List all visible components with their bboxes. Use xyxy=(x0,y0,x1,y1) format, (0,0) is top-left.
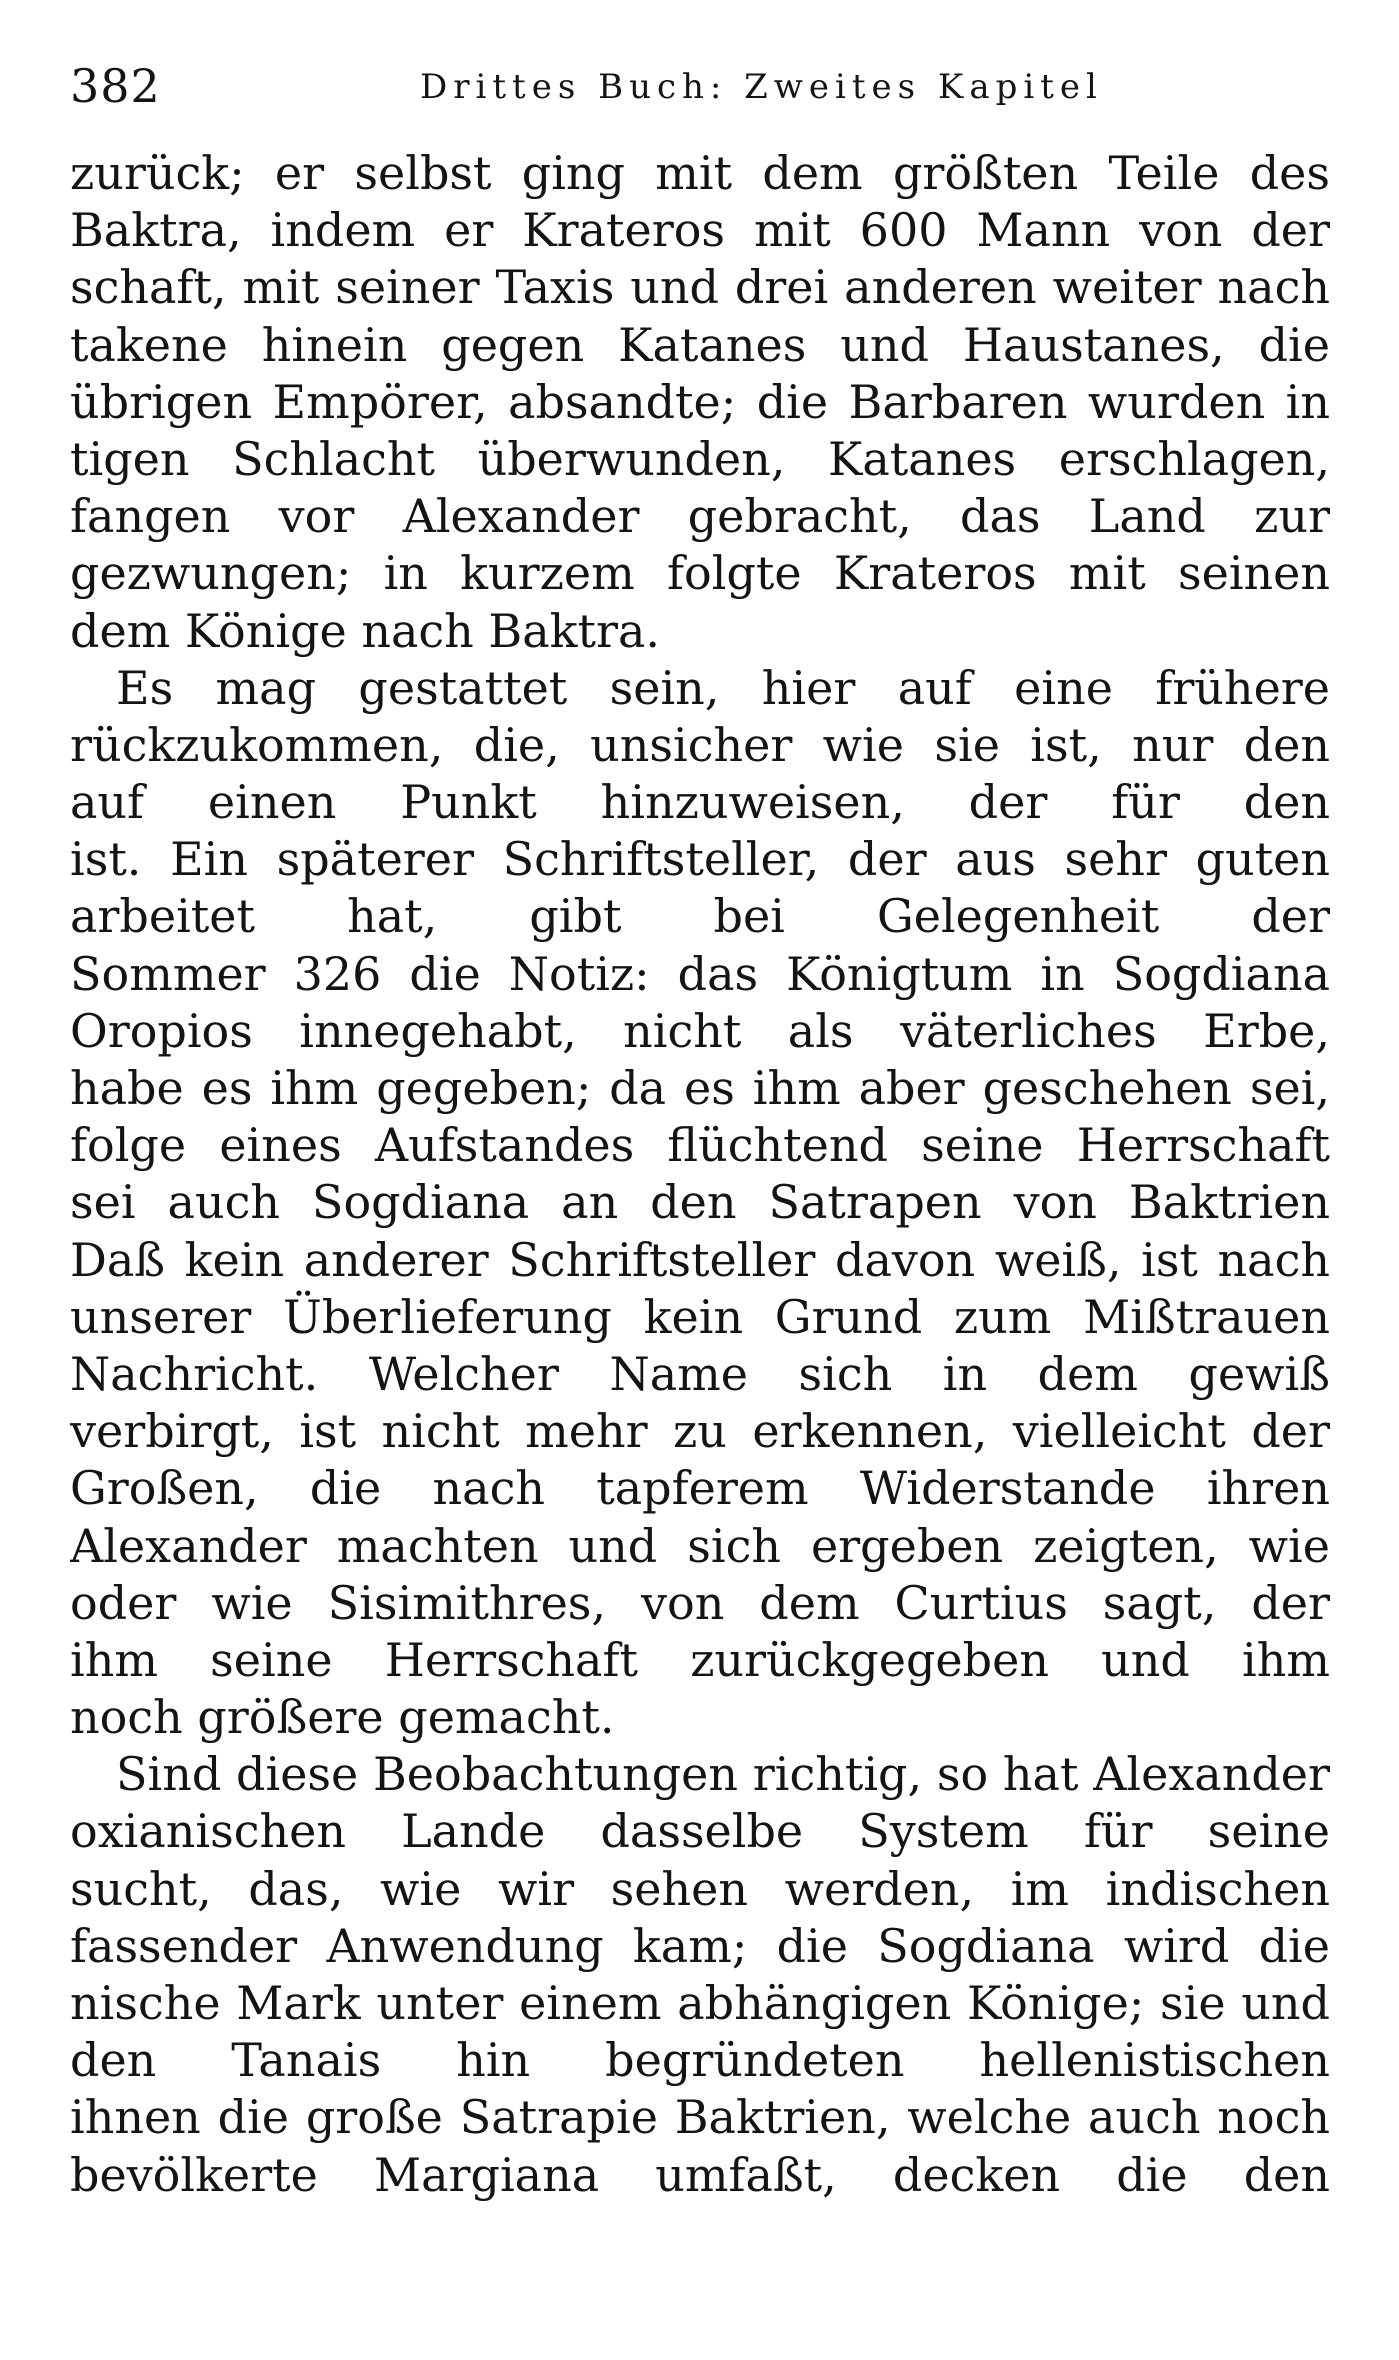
text-line-last: noch größere gemacht. xyxy=(70,1690,615,1745)
text-line: sei auch Sogdiana an den Satrapen von Baktrien xyxy=(70,1175,1330,1230)
text-line: Daß kein anderer Schriftsteller davon weiß, ist nach xyxy=(70,1232,1330,1287)
text-line: habe es ihm gegeben; da es ihm aber geschehen sei, xyxy=(70,1061,1330,1115)
text-line: sucht, das, wie wir sehen werden, im indischen xyxy=(70,1861,1330,1916)
text-line: schaft, mit seiner Taxis und drei anderen weiter nach xyxy=(70,260,1330,315)
paragraph-1 xyxy=(70,145,1330,660)
text-line: folge eines Aufstandes flüchtend seine Herrschaft xyxy=(70,1118,1330,1173)
text-line: unserer Überlieferung kein Grund zum Mißtrauen xyxy=(70,1289,1330,1344)
paragraph-3 xyxy=(70,1746,1330,2204)
text-line: Großen, die nach tapferem Widerstande ihren xyxy=(70,1461,1330,1516)
text-line-first: Sind diese Beobachtungen richtig, so hat Alexander xyxy=(116,1747,1330,1802)
text-line: gezwungen; in kurzem folgte Krateros mit seinen xyxy=(70,546,1330,601)
text-line: übrigen Empörer, absandte; die Barbaren wurden in xyxy=(70,374,1330,429)
text-line: Alexander machten und sich ergeben zeigten, wie xyxy=(70,1518,1330,1573)
text-line: den Tanais hin begründeten hellenistischen xyxy=(70,2033,1330,2088)
text-line: fassender Anwendung kam; die Sogdiana wird die xyxy=(70,1918,1330,1973)
text-line: Oropios innegehabt, nicht als väterliches Erbe, xyxy=(70,1003,1330,1058)
text-line-last: dem Könige nach Baktra. xyxy=(70,603,661,658)
text-line: auf einen Punkt hinzuweisen, der für den xyxy=(70,775,1330,830)
text-line: rückzukommen, die, unsicher wie sie ist, nur den xyxy=(70,717,1330,772)
text-line: Baktra, indem er Krateros mit 600 Mann von der xyxy=(70,203,1330,258)
paragraph-2 xyxy=(70,660,1330,1747)
text-line: ihnen die große Satrapie Baktrien, welche auch noch xyxy=(70,2090,1330,2145)
page-number: 382 xyxy=(70,59,161,113)
body-text xyxy=(70,145,1330,2204)
text-line: oder wie Sisimithres, von dem Curtius sagt, der xyxy=(70,1575,1330,1630)
text-line: takene hinein gegen Katanes und Haustanes, die xyxy=(70,317,1330,372)
text-line: Sommer 326 die Notiz: das Königtum in Sogdiana xyxy=(70,946,1330,1001)
text-line: ist. Ein späterer Schriftsteller, der aus sehr guten xyxy=(70,832,1330,887)
running-head: Drittes Buch: Zweites Kapitel xyxy=(420,67,1103,107)
text-line-first: Es mag gestattet sein, hier auf eine frühere xyxy=(116,660,1330,715)
text-line: oxianischen Lande dasselbe System für seine xyxy=(70,1804,1330,1859)
text-line: nische Mark unter einem abhängigen Könige; sie und xyxy=(70,1976,1330,2030)
text-line: verbirgt, ist nicht mehr zu erkennen, vielleicht der xyxy=(70,1404,1330,1459)
text-line: tigen Schlacht überwunden, Katanes erschlagen, xyxy=(70,431,1330,486)
text-line: zurück; er selbst ging mit dem größten Teile des xyxy=(70,146,1330,200)
text-line: fangen vor Alexander gebracht, das Land zur xyxy=(70,489,1330,544)
text-line: arbeitet hat, gibt bei Gelegenheit der xyxy=(70,889,1330,944)
text-line: bevölkerte Margiana umfaßt, decken die den xyxy=(70,2147,1330,2202)
text-line: Nachricht. Welcher Name sich in dem gewiß xyxy=(70,1346,1330,1401)
text-line: ihm seine Herrschaft zurückgegeben und ihm xyxy=(70,1632,1330,1687)
page-header xyxy=(60,40,1330,120)
